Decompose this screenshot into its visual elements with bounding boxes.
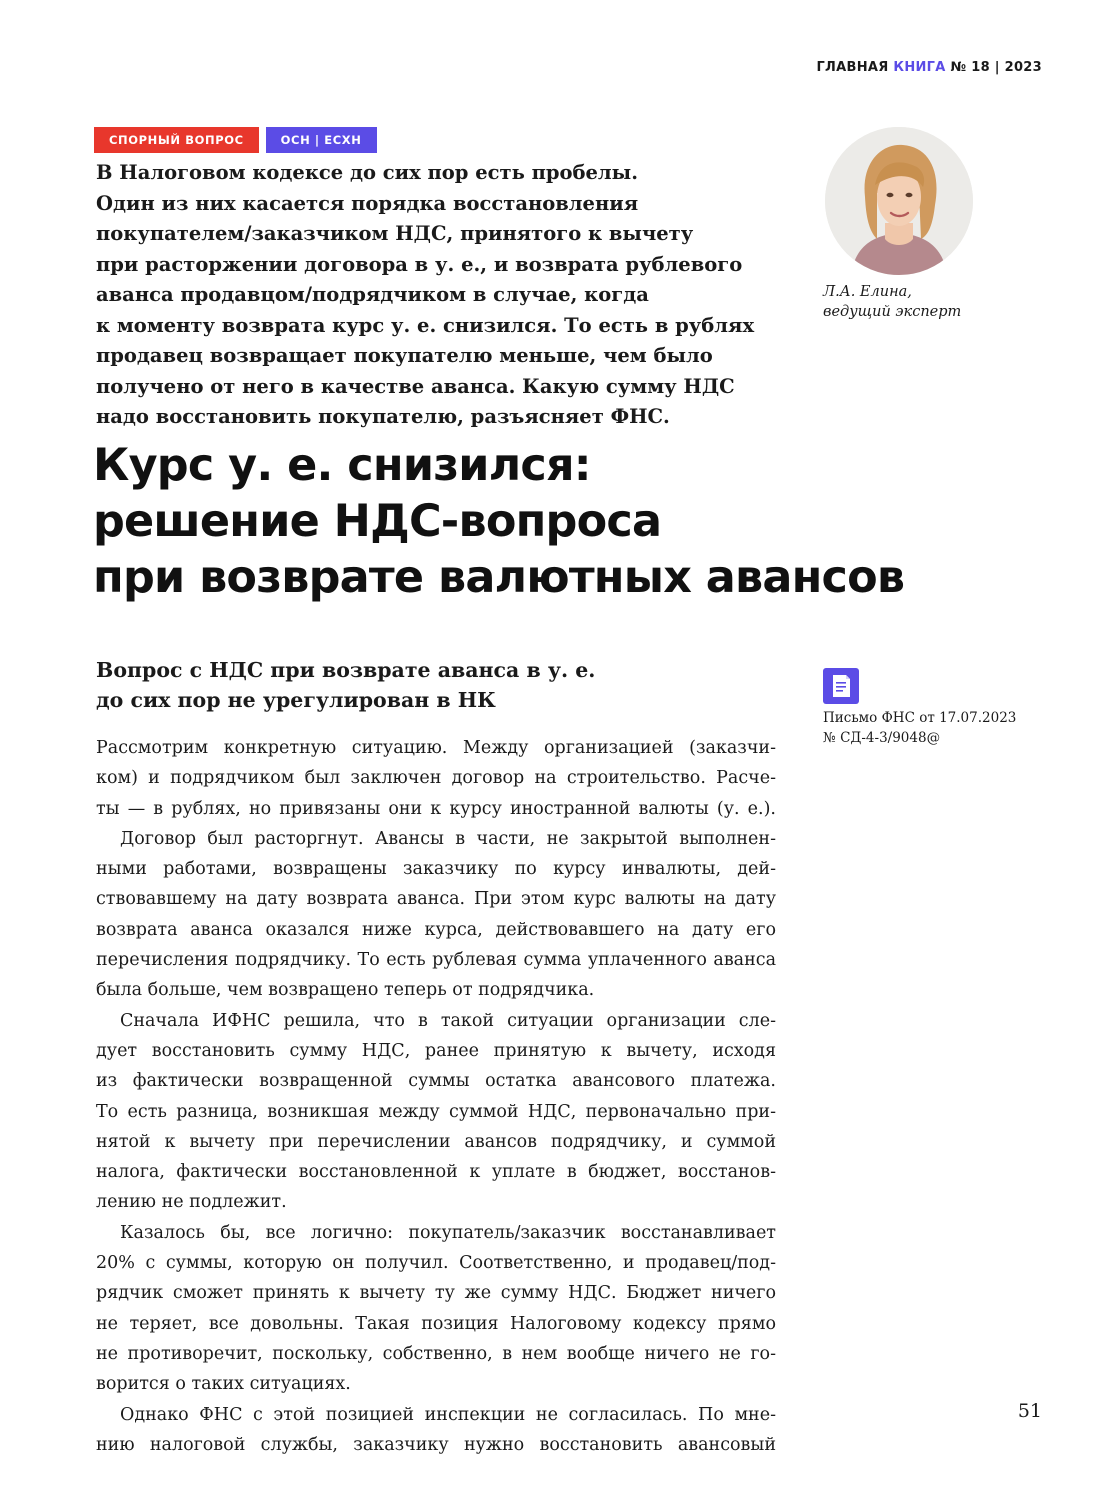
body-line: 20% с суммы, которую он получил. Соответственно, и продавец/под-: [96, 1253, 776, 1274]
section-heading: [96, 655, 595, 715]
document-icon: [823, 668, 859, 704]
title-line: решение НДС-вопроса: [93, 496, 662, 547]
article-title: [93, 438, 1033, 606]
body-line: из фактически возвращенной суммы остатка авансового платежа.: [96, 1071, 776, 1092]
author-portrait: [825, 127, 973, 275]
author-name: Л.А. Елина,: [823, 284, 912, 300]
rubric-tags: [94, 127, 377, 153]
title-line: при возврате валютных авансов: [93, 552, 905, 603]
lead-line: к моменту возврата курс у. е. снизился. То есть в рублях: [96, 313, 755, 337]
lead-line: при расторжении договора в у. е., и возврата рублевого: [96, 252, 743, 276]
body-line: нятой к вычету при перечислении авансов подрядчику, и суммой: [96, 1131, 776, 1152]
body-line: Договор был расторгнут. Авансы в части, не закрытой выполнен-: [120, 828, 776, 849]
document-reference: [823, 708, 1016, 748]
masthead-brand: ГЛАВНАЯ: [816, 60, 889, 75]
author-photo: [825, 127, 973, 275]
body-line: Казалось бы, все логично: покупатель/заказчик восстанавливает: [120, 1222, 776, 1243]
body-line: Сначала ИФНС решила, что в такой ситуации организации сле-: [120, 1010, 776, 1031]
body-line: перечисления подрядчику. То есть рублевая сумма уплаченного аванса: [96, 950, 776, 971]
title-line: Курс у. е. снизился:: [93, 440, 591, 491]
body-line: рядчик сможет принять к вычету ту же сумму НДС. Бюджет ничего: [96, 1283, 776, 1304]
reference-line: № СД-4-3/9048@: [823, 730, 941, 746]
body-line: ты — в рублях, но привязаны они к курсу иностранной валюты (у. е.).: [96, 798, 776, 819]
rubric-tag-tax-regime: ОСН | ЕСХН: [266, 127, 377, 153]
body-line: возврата аванса оказался ниже курса, действовавшего на дату его: [96, 919, 776, 940]
rubric-tag-dispute: СПОРНЫЙ ВОПРОС: [94, 127, 259, 153]
body-line: была больше, чем возвращено теперь от подрядчика.: [96, 980, 595, 1001]
page-number: 51: [1017, 1400, 1042, 1422]
author-role: ведущий эксперт: [823, 304, 962, 320]
lead-line: получено от него в качестве аванса. Какую сумму НДС: [96, 374, 735, 398]
body-line: нию налоговой службы, заказчику нужно восстановить авансовый: [96, 1434, 776, 1455]
body-line: ствовавшему на дату возврата аванса. При этом курс валюты на дату: [96, 889, 776, 910]
article-body: [96, 733, 776, 1460]
lead-line: В Налоговом кодексе до сих пор есть пробелы.: [96, 161, 639, 184]
lead-line: продавец возвращает покупателю меньше, чем было: [96, 344, 713, 367]
body-line: ными работами, возвращены заказчику по курсу инвалюты, дей-: [96, 859, 776, 880]
lead-line: надо восстановить покупателю, разъясняет ФНС.: [96, 405, 670, 428]
body-line: Однако ФНС с этой позицией инспекции не согласилась. По мне-: [120, 1404, 776, 1425]
body-line: лению не подлежит.: [96, 1192, 287, 1213]
body-line: не теряет, все довольны. Такая позиция Налоговому кодексу прямо: [96, 1313, 776, 1334]
body-line: дует восстановить сумму НДС, ранее принятую к вычету, исходя: [96, 1040, 776, 1061]
lead-line: покупателем/заказчиком НДС, принятого к вычету: [96, 222, 694, 245]
section-heading-line: до сих пор не урегулирован в НК: [96, 688, 496, 712]
masthead-brand-accent: КНИГА: [893, 60, 946, 75]
reference-line: Письмо ФНС от 17.07.2023: [823, 710, 1017, 726]
body-line: ворится о таких ситуациях.: [96, 1374, 351, 1395]
body-line: ком) и подрядчиком был заключен договор на строительство. Расче-: [96, 768, 776, 789]
body-line: не противоречит, поскольку, собственно, в нем вообще ничего не го-: [96, 1343, 776, 1364]
body-line: Рассмотрим конкретную ситуацию. Между организацией (заказчи-: [96, 738, 776, 758]
body-line: налога, фактически восстановленной к уплате в бюджет, восстанов-: [96, 1162, 776, 1183]
masthead: [816, 60, 1042, 75]
lead-line: Один из них касается порядка восстановления: [96, 191, 639, 215]
section-heading-line: Вопрос с НДС при возврате аванса в у. е.: [96, 658, 596, 682]
masthead-issue: № 18 | 2023: [950, 60, 1042, 75]
author-caption: [823, 282, 961, 322]
lead-line: аванса продавцом/подрядчиком в случае, когда: [96, 283, 649, 306]
body-line: То есть разница, возникшая между суммой НДС, первоначально при-: [96, 1101, 776, 1122]
lead-paragraph: [96, 158, 786, 433]
